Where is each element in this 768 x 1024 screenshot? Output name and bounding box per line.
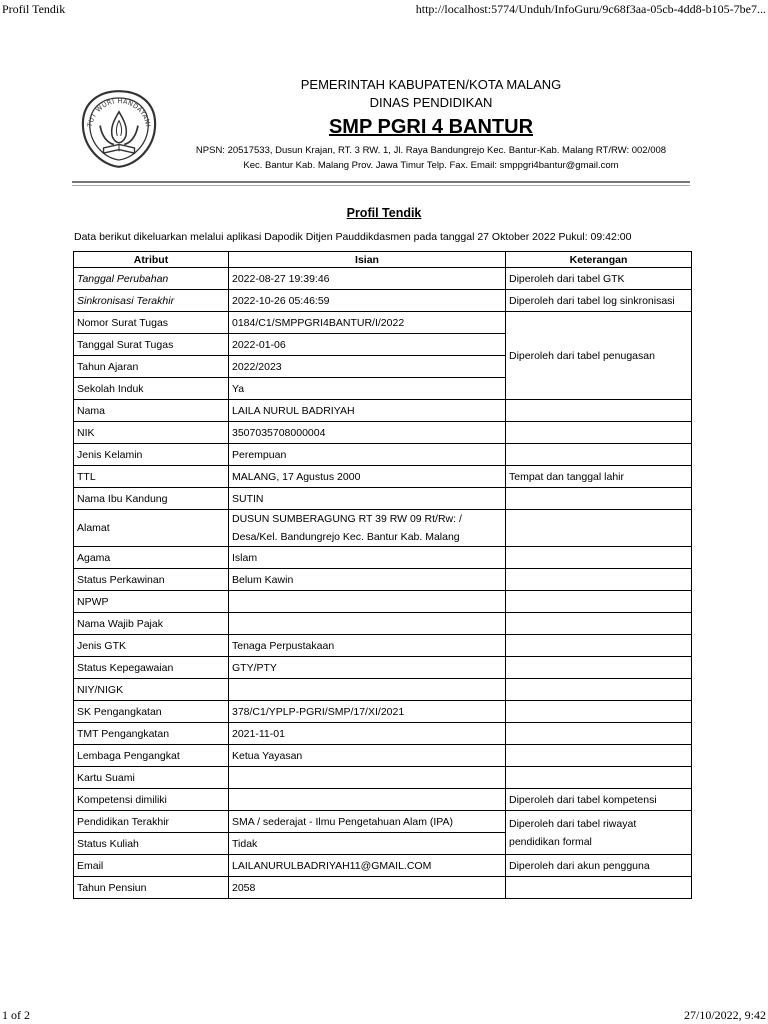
row-note: [506, 591, 692, 613]
table-row: [74, 635, 692, 657]
document-title: Profil Tendik: [346, 206, 422, 220]
table-row: [74, 657, 692, 679]
row-value: 3507035708000004: [229, 422, 506, 444]
table-row: [74, 466, 692, 488]
print-datetime: 27/10/2022, 9:42: [683, 1008, 766, 1022]
row-attribute: Jenis Kelamin: [74, 444, 229, 466]
row-attribute: Nama: [74, 400, 229, 422]
row-note: [506, 422, 692, 444]
letterhead-divider-thin: [72, 185, 690, 186]
row-attribute: NPWP: [74, 591, 229, 613]
row-attribute: Tanggal Perubahan: [74, 268, 229, 290]
row-attribute: Tahun Pensiun: [74, 877, 229, 899]
row-value: 2021-11-01: [229, 723, 506, 745]
row-value: 2022/2023: [229, 356, 506, 378]
intro-text: Data berikut dikeluarkan melalui aplikasi Dapodik Ditjen Pauddikdasmen pada tanggal 27 Oktober 2022 Pukul: 09:42:00: [74, 231, 632, 243]
table-row: [74, 679, 692, 701]
row-value: Perempuan: [229, 444, 506, 466]
profile-table: [73, 251, 692, 899]
row-value: 2022-10-26 05:46:59: [229, 290, 506, 312]
row-value: 378/C1/YPLP-PGRI/SMP/17/XI/2021: [229, 701, 506, 723]
row-attribute: Status Kuliah: [74, 833, 229, 855]
row-attribute: Lembaga Pengangkat: [74, 745, 229, 767]
row-note: Diperoleh dari tabel penugasan: [506, 312, 692, 400]
row-value: [229, 789, 506, 811]
table-row: [74, 290, 692, 312]
print-url: http://localhost:5774/Unduh/InfoGuru/9c68f3aa-05cb-4dd8-b105-7be7...: [415, 2, 766, 16]
row-attribute: Email: [74, 855, 229, 877]
column-header-keterangan: Keterangan: [506, 252, 692, 268]
row-value: [229, 591, 506, 613]
row-attribute: Sekolah Induk: [74, 378, 229, 400]
table-row: [74, 811, 692, 833]
table-row: [74, 268, 692, 290]
row-attribute: TTL: [74, 466, 229, 488]
table-row: [74, 510, 692, 547]
table-row: [74, 444, 692, 466]
row-note: [506, 723, 692, 745]
row-value: 2022-08-27 19:39:46: [229, 268, 506, 290]
row-note: [506, 877, 692, 899]
row-attribute: Sinkronisasi Terakhir: [74, 290, 229, 312]
table-row: [74, 488, 692, 510]
row-attribute: Tanggal Surat Tugas: [74, 334, 229, 356]
row-value: Tenaga Perpustakaan: [229, 635, 506, 657]
table-row: [74, 789, 692, 811]
row-attribute: Kartu Suami: [74, 767, 229, 789]
row-attribute: Status Perkawinan: [74, 569, 229, 591]
svg-text:TUT WURI HANDAYANI: TUT WURI HANDAYANI: [85, 97, 153, 128]
row-note: [506, 547, 692, 569]
row-value: DUSUN SUMBERAGUNG RT 39 RW 09 Rt/Rw: / Desa/Kel. Bandungrejo Kec. Bantur Kab. Malang: [229, 510, 506, 547]
school-address-line-1: NPSN: 20517533, Dusun Krajan, RT. 3 RW. 1, Jl. Raya Bandungrejo Kec. Bantur-Kab. Malang RT/RW: 002/008: [195, 145, 667, 156]
row-note: [506, 701, 692, 723]
print-header: [0, 2, 768, 16]
row-value: Islam: [229, 547, 506, 569]
column-header-atribut: Atribut: [74, 252, 229, 268]
row-note: [506, 635, 692, 657]
row-note: Diperoleh dari tabel log sinkronisasi: [506, 290, 692, 312]
row-value: Belum Kawin: [229, 569, 506, 591]
table-row: [74, 701, 692, 723]
row-value: 0184/C1/SMPPGRI4BANTUR/I/2022: [229, 312, 506, 334]
row-note: [506, 767, 692, 789]
table-row: [74, 312, 692, 334]
column-header-isian: Isian: [229, 252, 506, 268]
row-value: MALANG, 17 Agustus 2000: [229, 466, 506, 488]
row-note: Tempat dan tanggal lahir: [506, 466, 692, 488]
row-note: Diperoleh dari akun pengguna: [506, 855, 692, 877]
row-note: [506, 745, 692, 767]
table-row: [74, 613, 692, 635]
school-name: SMP PGRI 4 BANTUR: [328, 116, 534, 138]
row-value: Tidak: [229, 833, 506, 855]
page-number: 1 of 2: [2, 1008, 30, 1022]
row-value: Ya: [229, 378, 506, 400]
row-value: GTY/PTY: [229, 657, 506, 679]
tut-wuri-handayani-logo-icon: [76, 86, 162, 172]
row-value: [229, 613, 506, 635]
row-note: [506, 444, 692, 466]
letterhead-divider: [72, 181, 690, 183]
row-value: 2058: [229, 877, 506, 899]
row-attribute: Nama Wajib Pajak: [74, 613, 229, 635]
row-note: [506, 569, 692, 591]
table-row: [74, 877, 692, 899]
row-note: [506, 613, 692, 635]
row-attribute: Status Kepegawaian: [74, 657, 229, 679]
row-value: [229, 767, 506, 789]
school-address-line-2: Kec. Bantur Kab. Malang Prov. Jawa Timur Telp. Fax. Email: smppgri4bantur@gmail.com: [243, 160, 619, 171]
row-attribute: Jenis GTK: [74, 635, 229, 657]
department-name: DINAS PENDIDIKAN: [369, 95, 493, 110]
row-value: Ketua Yayasan: [229, 745, 506, 767]
row-note: Diperoleh dari tabel riwayat pendidikan formal: [506, 811, 692, 855]
row-value: LAILA NURUL BADRIYAH: [229, 400, 506, 422]
table-row: [74, 745, 692, 767]
row-note: [506, 679, 692, 701]
letterhead: [72, 76, 690, 184]
row-value: SMA / sederajat - Ilmu Pengetahuan Alam (IPA): [229, 811, 506, 833]
row-value: SUTIN: [229, 488, 506, 510]
table-row: [74, 591, 692, 613]
row-value: [229, 679, 506, 701]
row-attribute: Pendidikan Terakhir: [74, 811, 229, 833]
row-attribute: Nomor Surat Tugas: [74, 312, 229, 334]
table-row: [74, 547, 692, 569]
table-row: [74, 400, 692, 422]
row-note: [506, 400, 692, 422]
row-attribute: NIY/NIGK: [74, 679, 229, 701]
table-row: [74, 422, 692, 444]
table-row: [74, 855, 692, 877]
print-footer: [0, 1008, 768, 1022]
row-attribute: SK Pengangkatan: [74, 701, 229, 723]
row-attribute: Kompetensi dimiliki: [74, 789, 229, 811]
row-attribute: TMT Pengangkatan: [74, 723, 229, 745]
row-note: [506, 488, 692, 510]
table-row: [74, 723, 692, 745]
row-note: [506, 657, 692, 679]
row-note: Diperoleh dari tabel kompetensi: [506, 789, 692, 811]
row-note: Diperoleh dari tabel GTK: [506, 268, 692, 290]
row-value: 2022-01-06: [229, 334, 506, 356]
row-attribute: Agama: [74, 547, 229, 569]
row-attribute: Nama Ibu Kandung: [74, 488, 229, 510]
row-value: LAILANURULBADRIYAH11@GMAIL.COM: [229, 855, 506, 877]
row-note: [506, 510, 692, 547]
table-row: [74, 569, 692, 591]
print-title: Profil Tendik: [2, 2, 66, 16]
table-row: [74, 767, 692, 789]
letterhead-text: [172, 76, 690, 173]
table-header-row: [74, 252, 692, 268]
government-name: PEMERINTAH KABUPATEN/KOTA MALANG: [300, 77, 562, 92]
row-attribute: Tahun Ajaran: [74, 356, 229, 378]
row-attribute: Alamat: [74, 510, 229, 547]
row-attribute: NIK: [74, 422, 229, 444]
